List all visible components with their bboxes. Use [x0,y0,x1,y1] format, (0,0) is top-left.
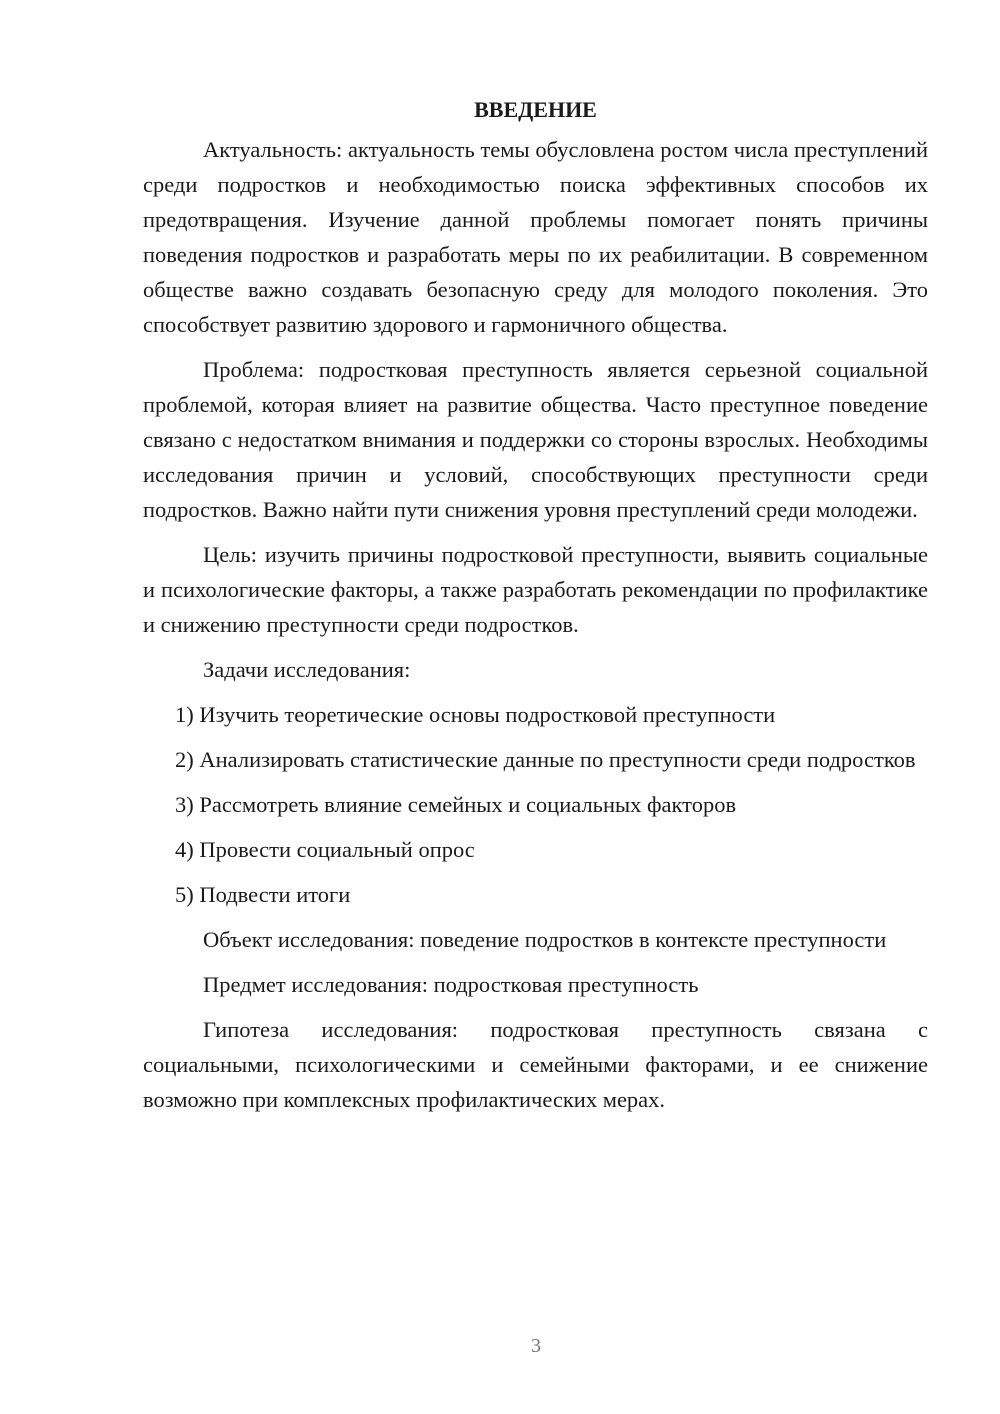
hypothesis-paragraph: Гипотеза исследования: подростковая преступность связана с социальными, психологическими и семейными факторами, и ее снижение возможно при комплексных профилактических мерах. [143,1017,928,1112]
page-number: 3 [531,1335,541,1357]
tasks-list [143,697,928,912]
problem-paragraph: Проблема: подростковая преступность является серьезной социальной проблемой, которая влияет на развитие общества. Часто преступное поведение связано с недостатком внимания и поддержки со стороны взрослых. Необходимы исследования причин и условий, способствующих преступности среди подростков. Важно найти пути снижения уровня преступлений среди молодежи. [143,357,928,522]
subject-paragraph: Предмет исследования: подростковая преступность [203,972,699,997]
page-title: ВВЕДЕНИЕ [474,97,597,122]
relevance-paragraph: Актуальность: актуальность темы обусловлена ростом числа преступлений среди подростков и необходимостью поиска эффективных способов их предотвращения. Изучение данной проблемы помогает понять причины поведения подростков и разработать меры по их реабилитации. В современном обществе важно создавать безопасную среду для молодого поколения. Это способствует развитию здорового и гармоничного общества. [143,137,928,337]
tasks-heading: Задачи исследования: [203,657,411,682]
object-paragraph: Объект исследования: поведение подростков в контексте преступности [203,927,887,952]
list-item: 3) Рассмотреть влияние семейных и социальных факторов [175,792,737,817]
document-body [143,92,928,1117]
list-item: 4) Провести социальный опрос [175,837,475,862]
list-item: 2) Анализировать статистические данные по преступности среди подростков [175,747,916,772]
list-item: 1) Изучить теоретические основы подростковой преступности [175,702,776,727]
list-item: 5) Подвести итоги [175,882,351,907]
goal-paragraph: Цель: изучить причины подростковой преступности, выявить социальные и психологические факторы, а также разработать рекомендации по профилактике и снижению преступности среди подростков. [143,542,928,637]
